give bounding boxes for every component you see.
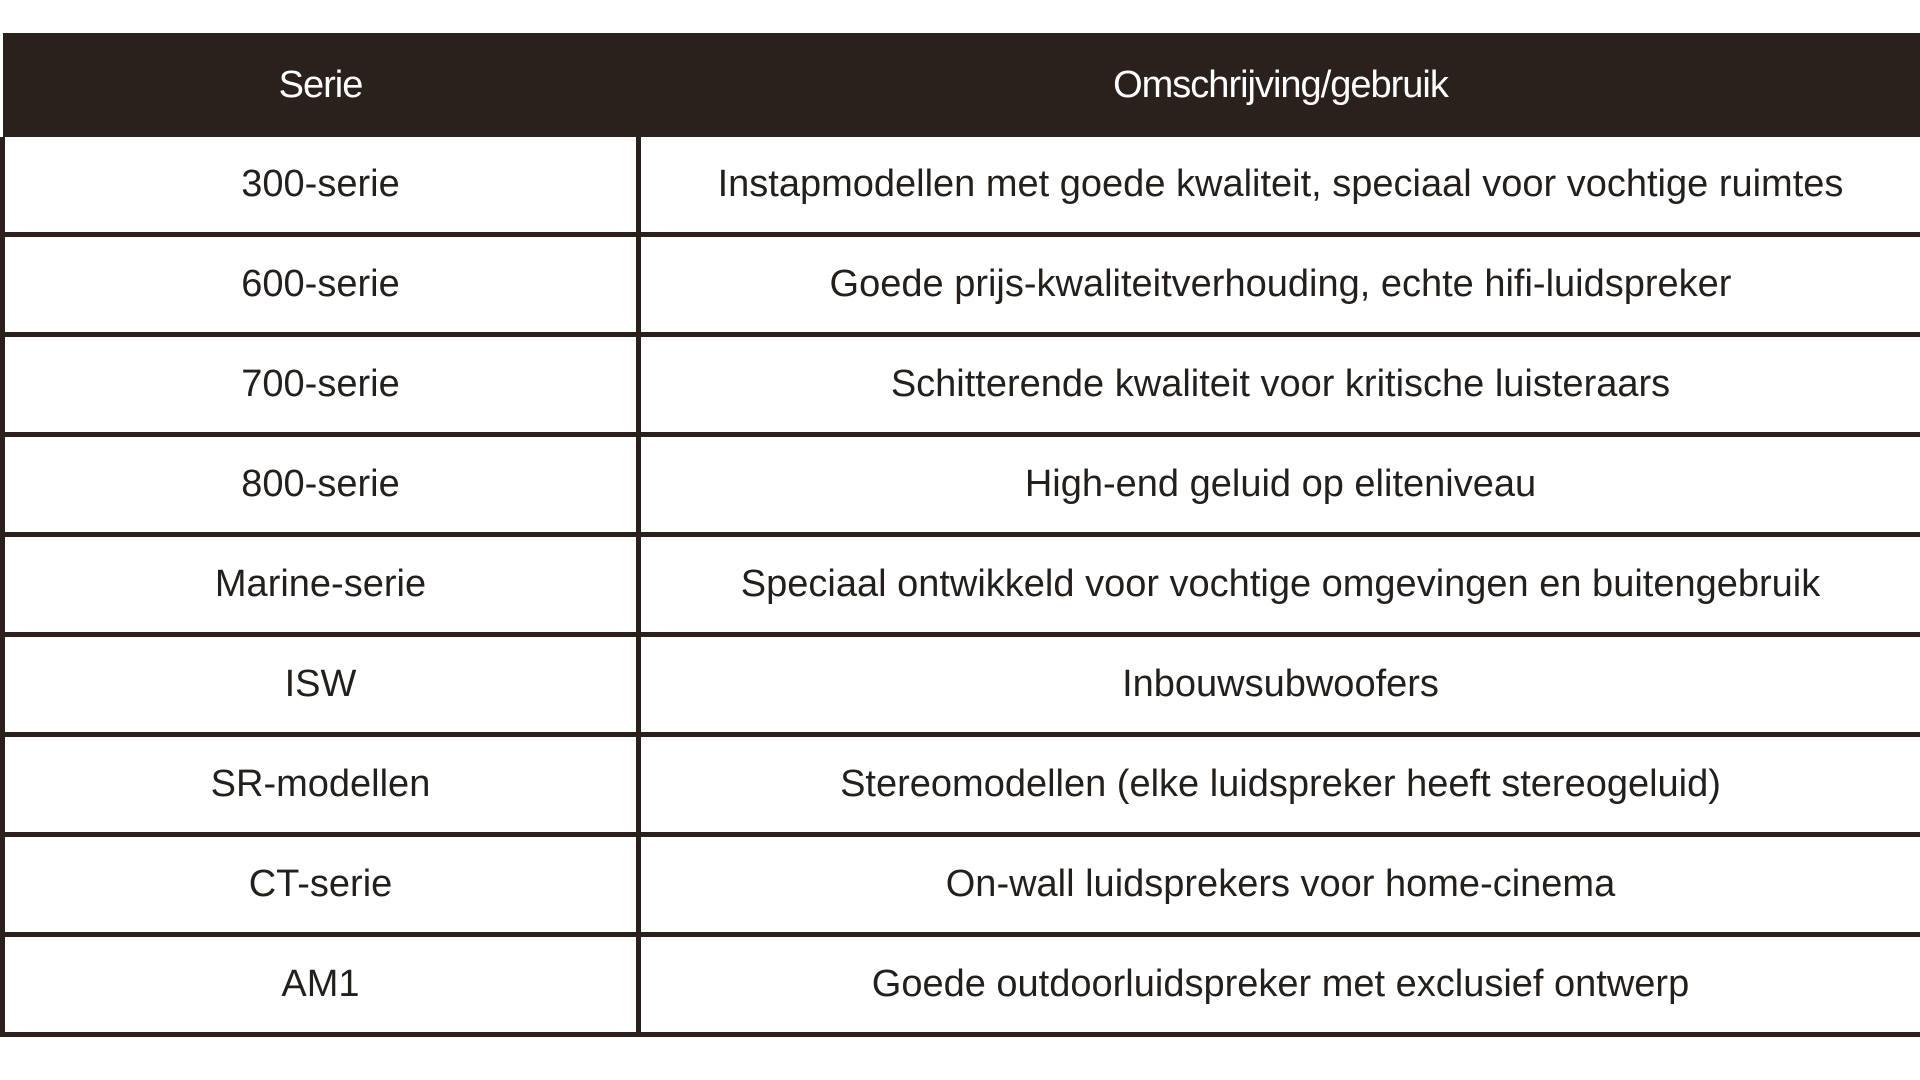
cell-omschrijving: Inbouwsubwoofers bbox=[639, 635, 1920, 735]
header-serie: Serie bbox=[3, 33, 639, 137]
cell-serie: 600-serie bbox=[3, 235, 639, 335]
table-row bbox=[3, 935, 1920, 1035]
table-body bbox=[3, 137, 1920, 1035]
cell-serie: 700-serie bbox=[3, 335, 639, 435]
cell-omschrijving: Instapmodellen met goede kwaliteit, speciaal voor vochtige ruimtes bbox=[639, 137, 1920, 235]
cell-omschrijving: Schitterende kwaliteit voor kritische luisteraars bbox=[639, 335, 1920, 435]
cell-omschrijving: Speciaal ontwikkeld voor vochtige omgevingen en buitengebruik bbox=[639, 535, 1920, 635]
header-row bbox=[3, 33, 1920, 137]
cell-serie: 300-serie bbox=[3, 137, 639, 235]
table-row bbox=[3, 335, 1920, 435]
cell-omschrijving: High-end geluid op eliteniveau bbox=[639, 435, 1920, 535]
table-row bbox=[3, 735, 1920, 835]
cell-serie: 800-serie bbox=[3, 435, 639, 535]
cell-serie: Marine-serie bbox=[3, 535, 639, 635]
cell-serie: ISW bbox=[3, 635, 639, 735]
cell-serie: CT-serie bbox=[3, 835, 639, 935]
cell-omschrijving: Goede prijs-kwaliteitverhouding, echte hifi-luidspreker bbox=[639, 235, 1920, 335]
cell-omschrijving: Stereomodellen (elke luidspreker heeft stereogeluid) bbox=[639, 735, 1920, 835]
table-row bbox=[3, 235, 1920, 335]
header-omschrijving: Omschrijving/gebruik bbox=[639, 33, 1920, 137]
table-header bbox=[3, 33, 1920, 137]
table-row bbox=[3, 137, 1920, 235]
table-row bbox=[3, 835, 1920, 935]
cell-serie: AM1 bbox=[3, 935, 639, 1035]
series-table-container bbox=[0, 33, 1920, 1037]
table-row bbox=[3, 535, 1920, 635]
cell-omschrijving: On-wall luidsprekers voor home-cinema bbox=[639, 835, 1920, 935]
cell-serie: SR-modellen bbox=[3, 735, 639, 835]
series-table bbox=[0, 33, 1920, 1037]
table-row bbox=[3, 435, 1920, 535]
table-row bbox=[3, 635, 1920, 735]
cell-omschrijving: Goede outdoorluidspreker met exclusief ontwerp bbox=[639, 935, 1920, 1035]
